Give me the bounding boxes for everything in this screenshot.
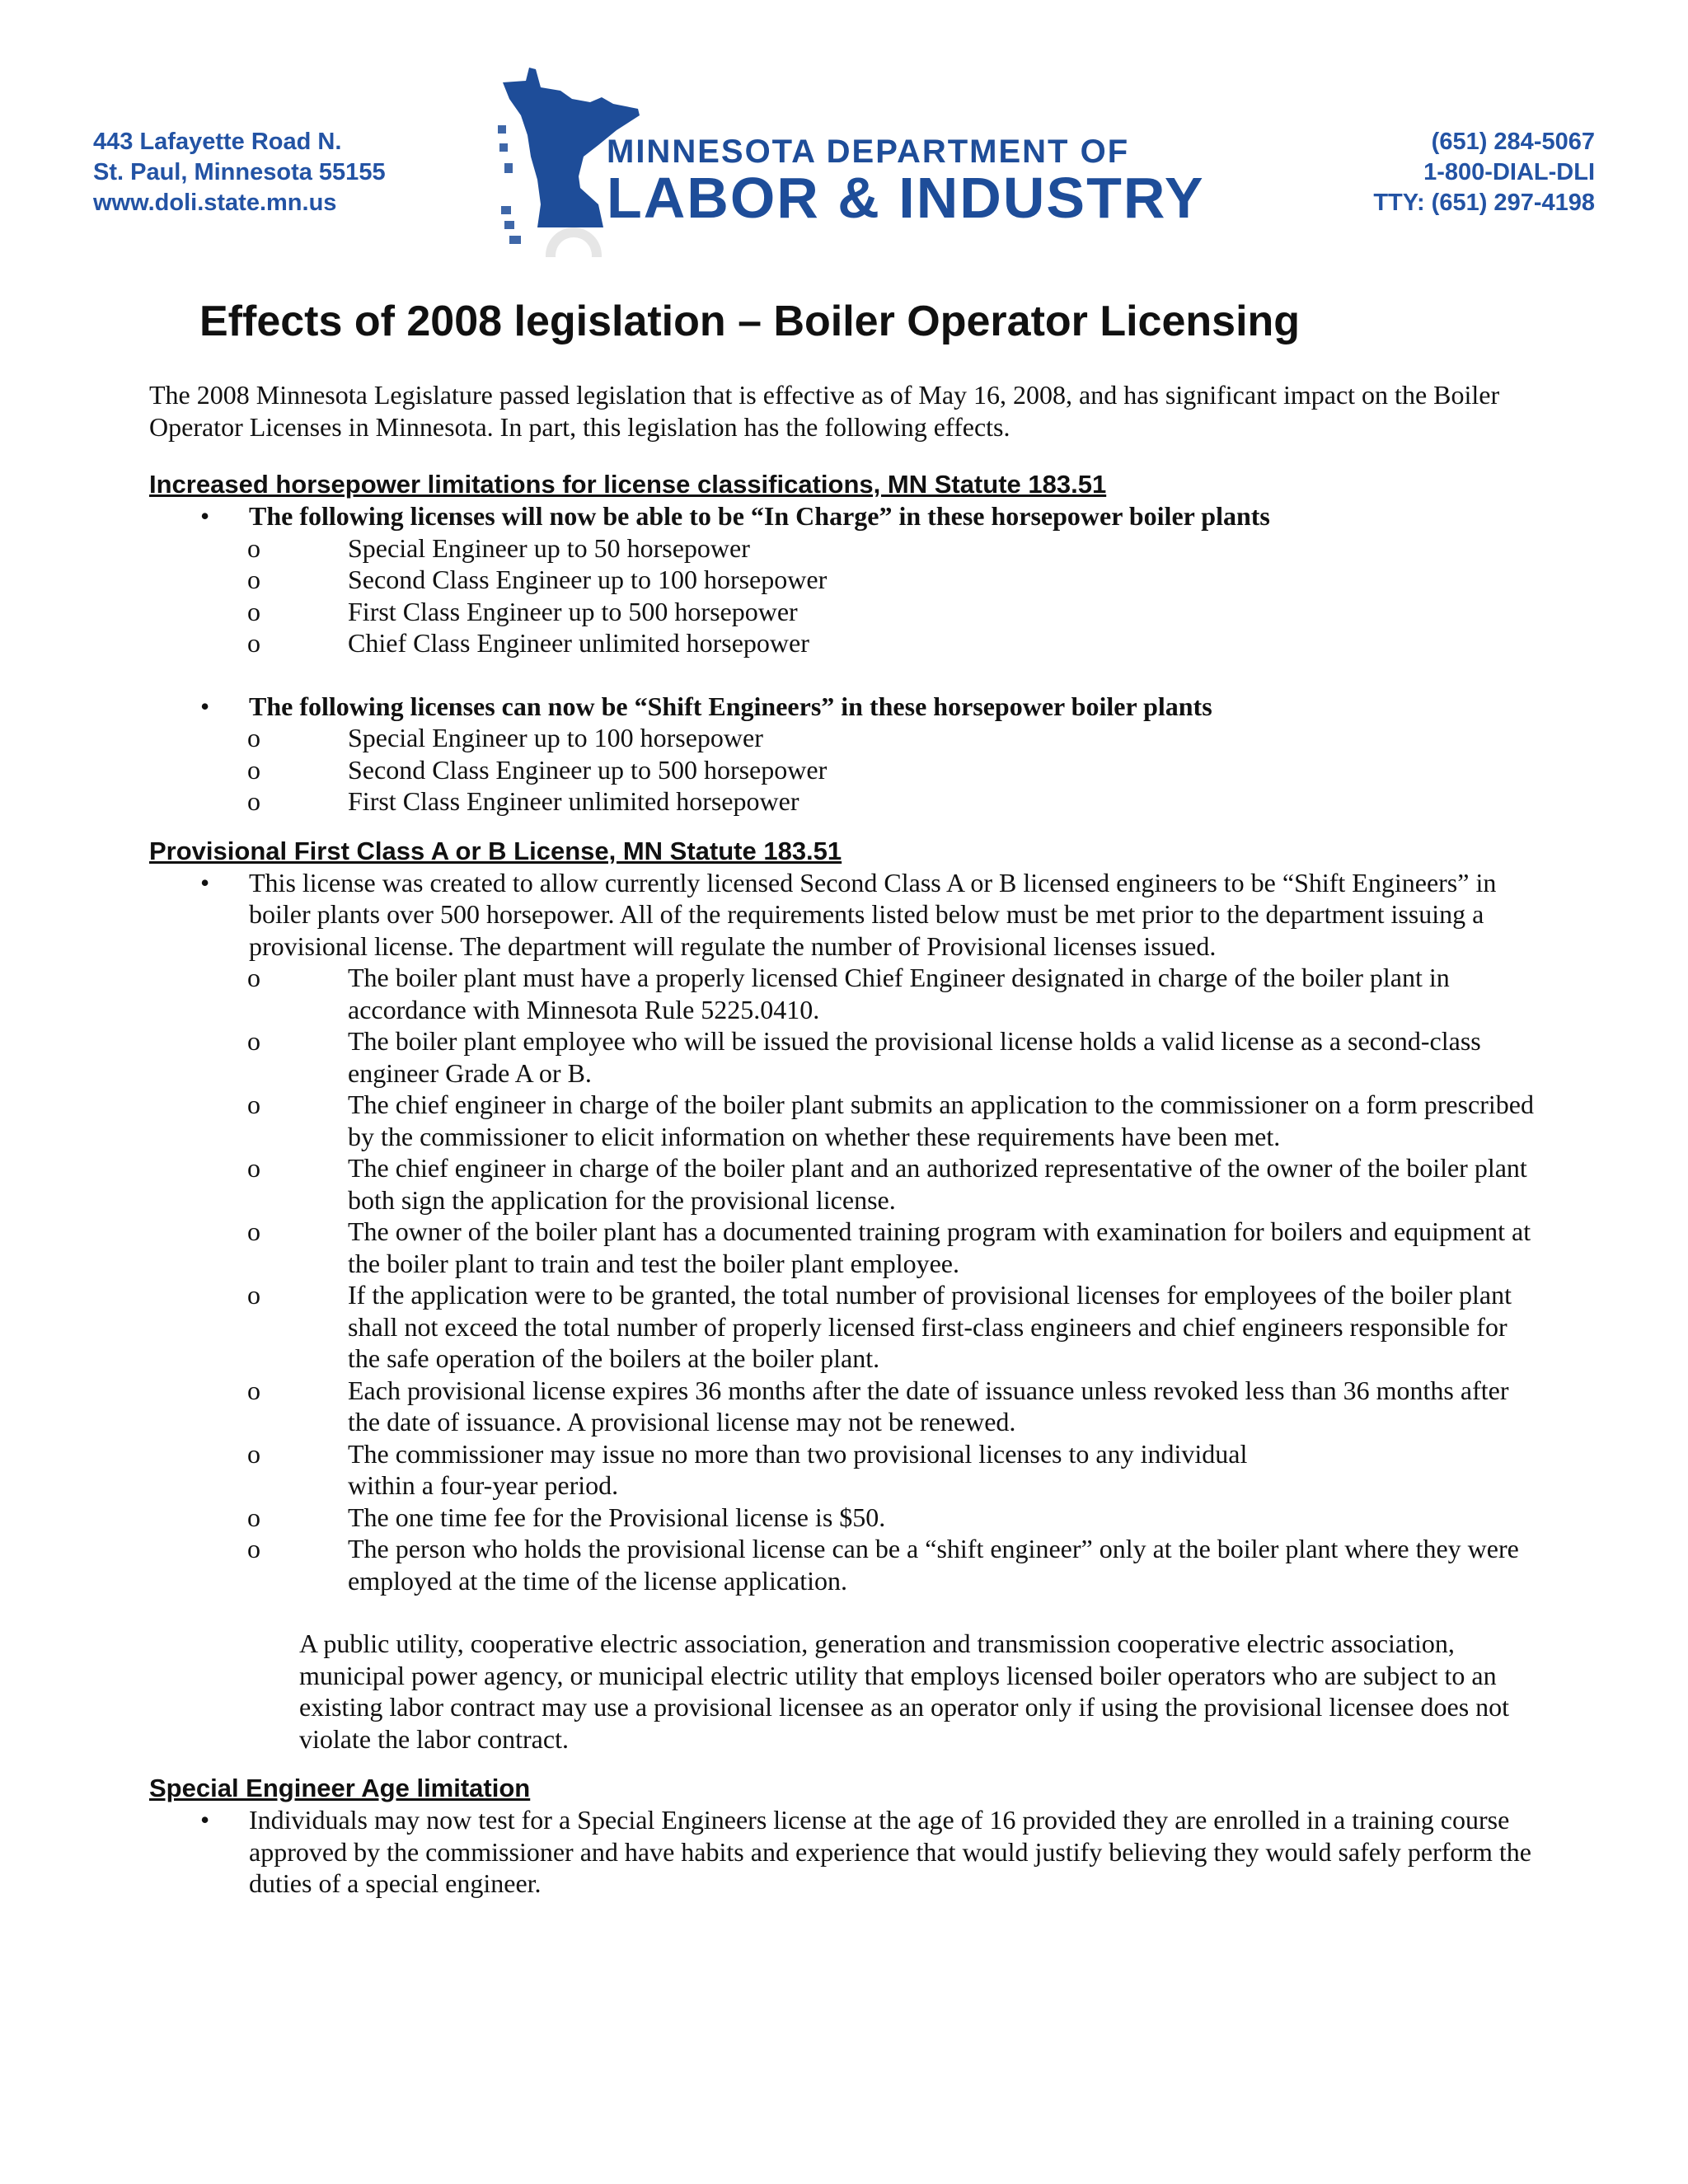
bullet-item — [149, 1804, 1542, 1900]
sub-list — [249, 722, 1542, 818]
bullet-text: The following licenses can now be “Shift Engineers” in these horsepower boiler plants — [249, 691, 1212, 721]
section-horsepower — [149, 469, 1542, 818]
bullet-item — [149, 691, 1542, 818]
sub-item: o The person who holds the provisional license can be a “shift engineer” only at the boiler plant where they were employed at the time of the license application. — [247, 1534, 1519, 1596]
document-body — [149, 379, 1542, 1900]
phone-main: (651) 284-5067 — [1431, 129, 1595, 155]
bullet-text: Individuals may now test for a Special Engineers license at the age of 16 provided they are enrolled in a training course approved by the commissioner and have habits and experience that would justify believing they would safely perform the duties of a special engineer. — [249, 1805, 1531, 1898]
sub-item: o Second Class Engineer up to 100 horsepower — [247, 565, 828, 594]
section-heading: Special Engineer Age limitation — [149, 1774, 531, 1802]
sub-item: o Second Class Engineer up to 500 horsepower — [247, 754, 828, 785]
bullet-item — [149, 500, 1542, 659]
sub-item: o First Class Engineer up to 500 horsepower — [247, 596, 798, 626]
sub-item: o The chief engineer in charge of the boiler plant and an authorized representative of the owner of the boiler plant both sign the application for the provisional license. — [247, 1153, 1527, 1215]
section-age-limitation — [149, 1773, 1542, 1900]
section-heading: Provisional First Class A or B License, MN Statute 183.51 — [149, 836, 842, 865]
sub-item: o If the application were to be granted, the total number of provisional licenses for employees of the boiler plant shall not exceed the total number of properly licensed first-class engineers and chief engineers responsible for the safe operation of the boilers at the boiler plant. — [247, 1280, 1512, 1373]
sub-item: o The boiler plant must have a properly licensed Chief Engineer designated in charge of the boiler plant in accordance with Minnesota Rule 5225.0410. — [247, 963, 1450, 1024]
sub-item: o The owner of the boiler plant has a documented training program with examination for boilers and equipment at the boiler plant to train and test the boiler plant employee. — [247, 1216, 1531, 1278]
phone-tollfree: 1-800-DIAL-DLI — [1423, 159, 1595, 185]
sub-item: o Special Engineer up to 100 horsepower — [247, 723, 763, 752]
sub-item: o Each provisional license expires 36 months after the date of issuance unless revoked less than 36 months after the date of issuance. A provisional license may not be renewed. — [247, 1375, 1509, 1436]
bullet-icon: • — [200, 501, 210, 531]
phone-block — [1373, 127, 1595, 218]
labor-contract-note: A public utility, cooperative electric association, generation and transmission cooperative electric association, municipal power agency, or municipal electric utility that employs licensed boiler operators who are subject to an existing labor contract may use a provisional licensee as an operator only if using the provisional licensee does not violate the labor contract. — [299, 1629, 1510, 1754]
logo-department-text: MINNESOTA DEPARTMENT OF — [607, 134, 1130, 170]
sub-item: o Chief Class Engineer unlimited horsepower — [247, 628, 809, 658]
sub-item: o The chief engineer in charge of the boiler plant submits an application to the commissioner on a form prescribed by the commissioner to elicit information on whether these requirements have been met. — [247, 1090, 1534, 1151]
bullet-text: This license was created to allow currently licensed Second Class A or B licensed engineers to be “Shift Engineers” in boiler plants over 500 horsepower. All of the requirements listed below must be met prior to the department issuing a provisional license. The department will regulate the number of Provisional licenses issued. — [249, 867, 1497, 961]
bullet-item — [149, 867, 1542, 1755]
sub-item: o Special Engineer up to 50 horsepower — [247, 532, 750, 563]
address-block — [93, 127, 386, 218]
sub-item: o The boiler plant employee who will be issued the provisional license holds a valid license as a second-class engineer Grade A or B. — [247, 1026, 1481, 1088]
logo-agency-text: LABOR & INDUSTRY — [607, 166, 1205, 230]
bullet-list — [149, 1804, 1542, 1900]
dli-logo — [493, 66, 1268, 257]
address-city: St. Paul, Minnesota 55155 — [93, 159, 386, 185]
bullet-list — [149, 500, 1542, 818]
page-title: Effects of 2008 legislation – Boiler Operator Licensing — [199, 298, 1301, 345]
address-street: 443 Lafayette Road N. — [93, 129, 342, 155]
sub-list — [249, 532, 1542, 659]
bullet-list — [149, 867, 1542, 1755]
sub-list — [249, 962, 1542, 1596]
section-provisional — [149, 836, 1542, 1755]
sub-item: o The commissioner may issue no more than two provisional licenses to any individual within a four-year period. — [247, 1438, 1248, 1500]
bullet-icon: • — [200, 691, 210, 721]
sub-item: o The one time fee for the Provisional license is $50. — [247, 1502, 886, 1532]
section-heading: Increased horsepower limitations for license classifications, MN Statute 183.51 — [149, 470, 1107, 499]
intro-paragraph: The 2008 Minnesota Legislature passed legislation that is effective as of May 16, 2008, and has significant impact on the Boiler Operator Licenses in Minnesota. In part, this legislation has the following effects. — [149, 380, 1500, 442]
bullet-icon: • — [200, 867, 210, 898]
bullet-icon: • — [200, 1805, 210, 1835]
sub-item: o First Class Engineer unlimited horsepower — [247, 786, 799, 816]
spacer — [149, 659, 1542, 691]
bullet-text: The following licenses will now be able to be “In Charge” in these horsepower boiler plants — [249, 501, 1270, 531]
phone-tty: TTY: (651) 297-4198 — [1373, 190, 1595, 216]
website-link[interactable]: www.doli.state.mn.us — [93, 190, 337, 216]
